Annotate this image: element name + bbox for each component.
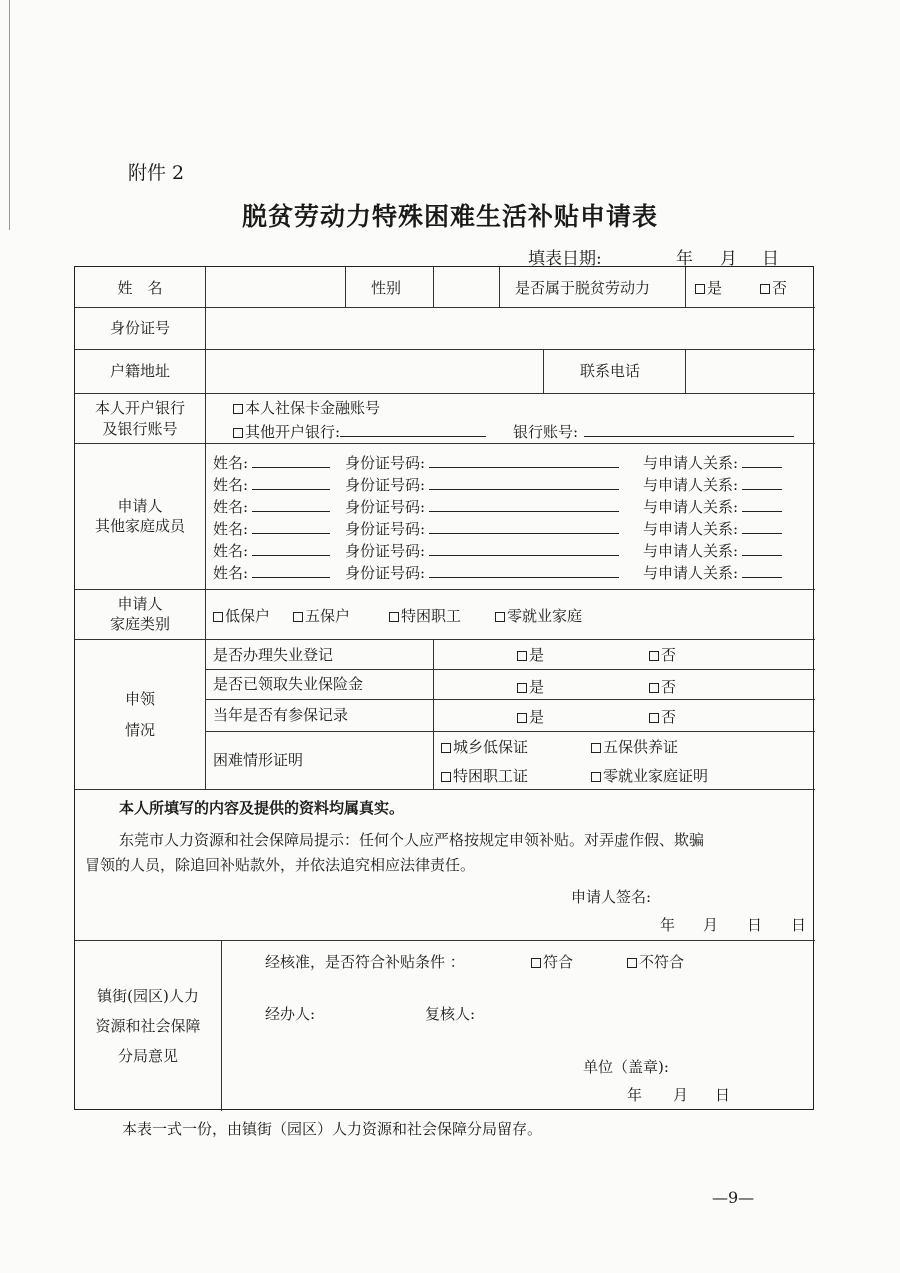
proof-tekun[interactable]: 特困职工证 <box>441 769 528 784</box>
claim-label-1: 申领 <box>124 690 155 708</box>
checkbox-icon <box>213 612 223 622</box>
checkbox-icon <box>517 651 527 661</box>
q3-yes[interactable]: 是 <box>517 710 544 725</box>
review-question: 经核准，是否符合补贴条件 ： <box>265 953 465 971</box>
declaration-notice-1: 东莞市人力资源和社会保障局提示：任何个人应严格按规定申领补贴。对弄虚作假、欺骗 <box>119 831 705 849</box>
family-member-relation: 与申请人关系: <box>643 476 782 493</box>
proof-zero-employment[interactable]: 零就业家庭证明 <box>591 769 708 784</box>
decl-day: 日 <box>747 916 763 934</box>
unit-seal-label: 单位（盖章): <box>583 1058 669 1076</box>
checkbox-icon <box>627 958 637 968</box>
checkbox-icon <box>591 743 601 753</box>
claim-q-insurance-received: 是否已领取失业保险金 <box>213 675 364 693</box>
family-member-id: 身份证号码: <box>345 542 619 559</box>
annex-label: 附件 2 <box>128 162 185 184</box>
declaration-truth: 本人所填写的内容及提供的资料均属真实。 <box>119 799 405 817</box>
family-member-id-blank[interactable] <box>429 498 619 512</box>
family-member-relation-blank[interactable] <box>742 454 782 468</box>
family-member-relation-blank[interactable] <box>742 520 782 534</box>
bank-label-1: 本人开户银行 <box>94 399 185 417</box>
q3-no[interactable]: 否 <box>649 710 676 725</box>
poverty-yes[interactable]: 是 <box>695 281 722 296</box>
applicant-signature-label: 申请人签名: <box>571 888 652 906</box>
footer-note: 本表一式一份，由镇街（园区）人力资源和社会保障分局留存。 <box>122 1120 543 1138</box>
family-member-name-blank[interactable] <box>252 454 330 468</box>
category-wubao[interactable]: 五保户 <box>293 609 350 624</box>
family-member-id-blank[interactable] <box>429 564 619 578</box>
id-number-label: 身份证号 <box>109 319 170 337</box>
decl-day-2: 日 <box>791 916 807 934</box>
declaration-notice-2: 冒领的人员，除追回补贴款外，并依法追究相应法律责任。 <box>85 856 476 874</box>
review-label-3: 分局意见 <box>117 1047 178 1065</box>
family-member-id-blank[interactable] <box>429 454 619 468</box>
checkbox-icon <box>233 404 243 414</box>
family-member-id: 身份证号码: <box>345 564 619 581</box>
fill-date-label: 填表日期: <box>528 249 602 269</box>
gender-label: 性别 <box>371 279 402 297</box>
q2-no[interactable]: 否 <box>649 680 676 695</box>
q1-yes[interactable]: 是 <box>517 648 544 663</box>
family-member-relation: 与申请人关系: <box>643 520 782 537</box>
other-bank-blank[interactable] <box>340 423 486 437</box>
family-member-relation-blank[interactable] <box>742 498 782 512</box>
checkbox-icon <box>531 958 541 968</box>
bank-option-other[interactable]: 其他开户银行: <box>233 423 486 440</box>
checkbox-icon <box>760 284 770 294</box>
category-dibao[interactable]: 低保户 <box>213 609 270 624</box>
checkbox-icon <box>495 612 505 622</box>
checkbox-icon <box>441 772 451 782</box>
form-title: 脱贫劳动力特殊困难生活补贴申请表 <box>241 202 658 231</box>
checkbox-icon <box>649 683 659 693</box>
family-member-name: 姓名: <box>213 564 330 581</box>
review-eligible[interactable]: 符合 <box>531 955 573 970</box>
checkbox-icon <box>695 284 705 294</box>
family-member-relation-blank[interactable] <box>742 476 782 490</box>
family-label-2: 其他家庭成员 <box>94 517 185 535</box>
proof-wubao[interactable]: 五保供养证 <box>591 740 678 755</box>
q1-no[interactable]: 否 <box>649 648 676 663</box>
checkbox-icon <box>517 713 527 723</box>
family-member-name: 姓名: <box>213 542 330 559</box>
handler-label: 经办人: <box>265 1005 316 1023</box>
decl-year: 年 <box>660 916 676 934</box>
bank-option-social-card[interactable]: 本人社保卡金融账号 <box>233 401 380 416</box>
family-member-id-blank[interactable] <box>429 520 619 534</box>
claim-q-unemployment-registered: 是否办理失业登记 <box>213 646 334 664</box>
proof-urban-rural-dibao[interactable]: 城乡低保证 <box>441 740 528 755</box>
decl-month: 月 <box>703 916 719 934</box>
checkbox-icon <box>389 612 399 622</box>
family-member-relation-blank[interactable] <box>742 542 782 556</box>
category-zero-employment[interactable]: 零就业家庭 <box>495 609 582 624</box>
checkbox-icon <box>649 713 659 723</box>
name-label: 姓 名 <box>117 279 163 297</box>
checker-label: 复核人: <box>425 1005 476 1023</box>
fill-date-year: 年 <box>676 249 693 269</box>
family-member-name: 姓名: <box>213 498 330 515</box>
family-label-1: 申请人 <box>117 497 163 515</box>
scan-edge-line <box>9 0 10 230</box>
checkbox-icon <box>517 683 527 693</box>
category-tekun[interactable]: 特困职工 <box>389 609 461 624</box>
family-member-relation: 与申请人关系: <box>643 454 782 471</box>
claim-label-2: 情况 <box>124 721 155 739</box>
family-member-id: 身份证号码: <box>345 454 619 471</box>
phone-label: 联系电话 <box>580 362 641 380</box>
page-number: —9— <box>712 1188 755 1207</box>
checkbox-icon <box>233 428 243 438</box>
review-year: 年 <box>627 1086 643 1104</box>
fill-date-day: 日 <box>762 249 779 269</box>
family-member-id-blank[interactable] <box>429 542 619 556</box>
family-member-id: 身份证号码: <box>345 520 619 537</box>
claim-q-insurance-record: 当年是否有参保记录 <box>213 706 349 724</box>
application-form <box>74 266 814 1110</box>
checkbox-icon <box>591 772 601 782</box>
q2-yes[interactable]: 是 <box>517 680 544 695</box>
bank-account-blank[interactable] <box>584 423 794 437</box>
checkbox-icon <box>649 651 659 661</box>
poverty-no[interactable]: 否 <box>760 281 787 296</box>
family-member-name-blank[interactable] <box>252 520 330 534</box>
family-member-id: 身份证号码: <box>345 498 619 515</box>
family-member-relation-blank[interactable] <box>742 564 782 578</box>
category-label-1: 申请人 <box>117 595 163 613</box>
family-member-name-blank[interactable] <box>252 476 330 490</box>
checkbox-icon <box>441 743 451 753</box>
family-member-name: 姓名: <box>213 520 330 537</box>
review-month: 月 <box>673 1086 689 1104</box>
bank-account-field: 银行账号: <box>513 423 794 440</box>
family-member-name: 姓名: <box>213 476 330 493</box>
claim-q-hardship-proof: 困难情形证明 <box>213 751 304 769</box>
fill-date-month: 月 <box>720 249 737 269</box>
family-member-relation: 与申请人关系: <box>643 564 782 581</box>
review-label-2: 资源和社会保障 <box>95 1017 201 1035</box>
category-label-2: 家庭类别 <box>109 615 170 633</box>
review-not-eligible[interactable]: 不符合 <box>627 955 684 970</box>
poverty-question: 是否属于脱贫劳动力 <box>515 279 651 297</box>
address-label: 户籍地址 <box>109 362 170 380</box>
family-member-relation: 与申请人关系: <box>643 542 782 559</box>
review-day: 日 <box>715 1086 731 1104</box>
checkbox-icon <box>293 612 303 622</box>
family-member-name-blank[interactable] <box>252 498 330 512</box>
family-member-name: 姓名: <box>213 454 330 471</box>
family-member-name-blank[interactable] <box>252 542 330 556</box>
family-member-relation: 与申请人关系: <box>643 498 782 515</box>
family-member-id: 身份证号码: <box>345 476 619 493</box>
family-member-id-blank[interactable] <box>429 476 619 490</box>
review-label-1: 镇街(园区)人力 <box>97 987 199 1005</box>
bank-label-2: 及银行账号 <box>102 420 178 438</box>
family-member-name-blank[interactable] <box>252 564 330 578</box>
